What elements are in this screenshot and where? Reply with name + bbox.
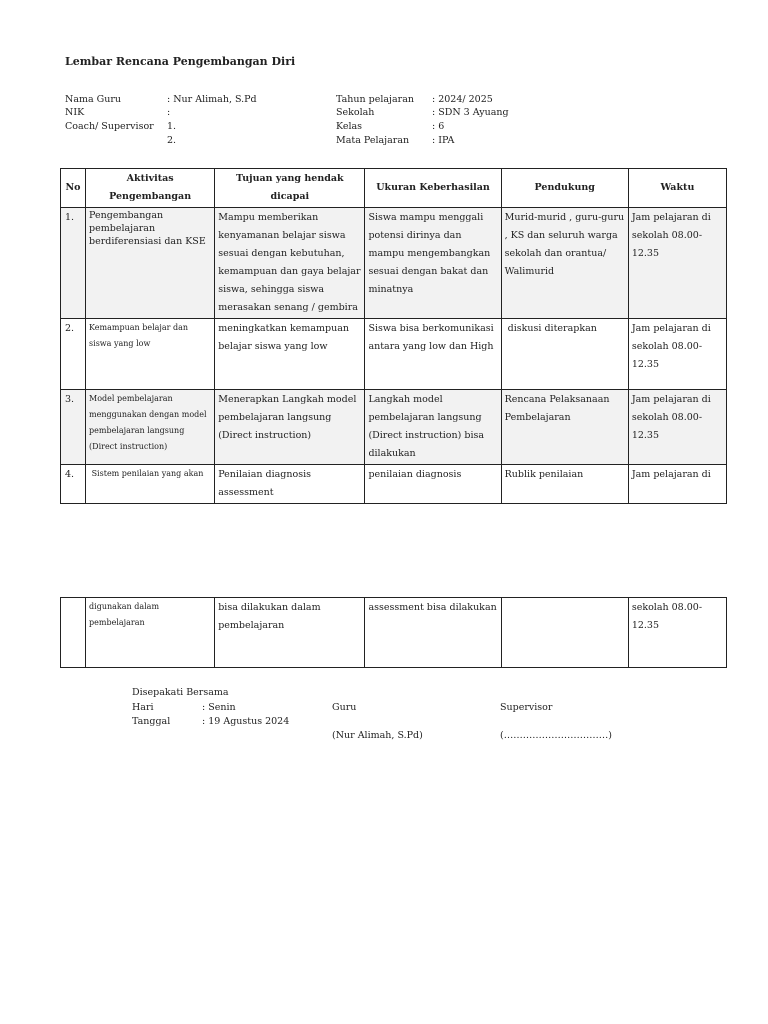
info-value-tahun: : 2024/ 2025 — [432, 94, 493, 105]
cell-tujuan: Penilaian diagnosis assessment — [215, 465, 365, 504]
development-plan-table — [60, 168, 727, 504]
hari-label: Hari — [132, 702, 154, 713]
info-value-mapel: : IPA — [432, 135, 455, 146]
cell-waktu: sekolah 08.00-12.35 — [628, 598, 726, 668]
info-label-nik: NIK — [65, 107, 85, 118]
cell-no — [61, 598, 86, 668]
tanggal-value: : 19 Agustus 2024 — [202, 716, 290, 727]
cell-pendukung: Rublik penilaian — [501, 465, 628, 504]
cell-waktu: Jam pelajaran di sekolah 08.00-12.35 — [628, 319, 726, 390]
header-tujuan: Tujuan yang hendak dicapai — [215, 169, 365, 208]
info-value-nama-guru: : Nur Alimah, S.Pd — [167, 94, 257, 105]
guru-label: Guru — [332, 702, 357, 713]
cell-no: 2. — [61, 319, 86, 390]
development-plan-table-continued — [60, 597, 727, 668]
tanggal-label: Tanggal — [132, 716, 171, 727]
cell-aktivitas: digunakan dalam pembelajaran — [86, 598, 215, 668]
table-header-row — [61, 169, 727, 208]
table-row — [61, 390, 727, 465]
info-value-kelas: : 6 — [432, 121, 445, 132]
cell-no: 3. — [61, 390, 86, 465]
hari-value: : Senin — [202, 702, 236, 713]
cell-tujuan: Mampu memberikan kenyamanan belajar siswa sesuai dengan kebutuhan, kemampuan dan gaya belajar siswa, sehingga siswa merasakan senang / gembira — [215, 208, 365, 319]
cell-tujuan: meningkatkan kemampuan belajar siswa yang low — [215, 319, 365, 390]
info-label-mapel: Mata Pelajaran — [336, 135, 410, 146]
info-value-coach-2: 2. — [167, 135, 177, 146]
cell-no: 1. — [61, 208, 86, 319]
cell-ukuran: Siswa mampu menggali potensi dirinya dan mampu mengembangkan sesuai dengan bakat dan minatnya — [365, 208, 501, 319]
cell-aktivitas: Sistem penilaian yang akan — [86, 465, 215, 504]
cell-tujuan: Menerapkan Langkah model pembelajaran langsung (Direct instruction) — [215, 390, 365, 465]
header-no: No — [61, 169, 86, 208]
header-waktu: Waktu — [628, 169, 726, 208]
cell-ukuran: Siswa bisa berkomunikasi antara yang low dan High — [365, 319, 501, 390]
cell-waktu: Jam pelajaran di sekolah 08.00-12.35 — [628, 390, 726, 465]
agreed-label: Disepakati Bersama — [132, 687, 229, 698]
cell-tujuan: bisa dilakukan dalam pembelajaran — [215, 598, 365, 668]
cell-ukuran: penilaian diagnosis — [365, 465, 501, 504]
table-row — [61, 465, 727, 504]
cell-waktu: Jam pelajaran di sekolah 08.00-12.35 — [628, 208, 726, 319]
table-row — [61, 319, 727, 390]
page-title: Lembar Rencana Pengembangan Diri — [65, 55, 296, 68]
cell-waktu: Jam pelajaran di — [628, 465, 726, 504]
cell-ukuran: Langkah model pembelajaran langsung (Direct instruction) bisa dilakukan — [365, 390, 501, 465]
info-value-coach-1: 1. — [167, 121, 177, 132]
guru-name: (Nur Alimah, S.Pd) — [332, 730, 423, 741]
info-label-nama-guru: Nama Guru — [65, 94, 122, 105]
info-value-sekolah: : SDN 3 Ayuang — [432, 107, 509, 118]
cell-no: 4. — [61, 465, 86, 504]
header-ukuran: Ukuran Keberhasilan — [365, 169, 501, 208]
info-label-sekolah: Sekolah — [336, 107, 375, 118]
cell-pendukung — [501, 598, 628, 668]
supervisor-label: Supervisor — [500, 702, 553, 713]
header-pendukung: Pendukung — [501, 169, 628, 208]
info-label-tahun: Tahun pelajaran — [336, 94, 414, 105]
table-row — [61, 208, 727, 319]
header-aktivitas: Aktivitas Pengembangan — [86, 169, 215, 208]
table-row — [61, 598, 727, 668]
info-value-nik: : — [167, 107, 171, 118]
cell-pendukung: diskusi diterapkan — [501, 319, 628, 390]
cell-ukuran: assessment bisa dilakukan — [365, 598, 501, 668]
supervisor-name: (……………………………) — [500, 730, 612, 741]
cell-aktivitas: Model pembelajaran menggunakan dengan model pembelajaran langsung (Direct instruction) — [86, 390, 215, 465]
cell-pendukung: Murid-murid , guru-guru , KS dan seluruh warga sekolah dan orantua/ Walimurid — [501, 208, 628, 319]
cell-aktivitas: Pengembangan pembelajaran berdiferensiasi dan KSE — [86, 208, 215, 319]
cell-pendukung: Rencana Pelaksanaan Pembelajaran — [501, 390, 628, 465]
info-label-kelas: Kelas — [336, 121, 363, 132]
cell-aktivitas: Kemampuan belajar dan siswa yang low — [86, 319, 215, 390]
info-label-coach: Coach/ Supervisor — [65, 121, 154, 132]
